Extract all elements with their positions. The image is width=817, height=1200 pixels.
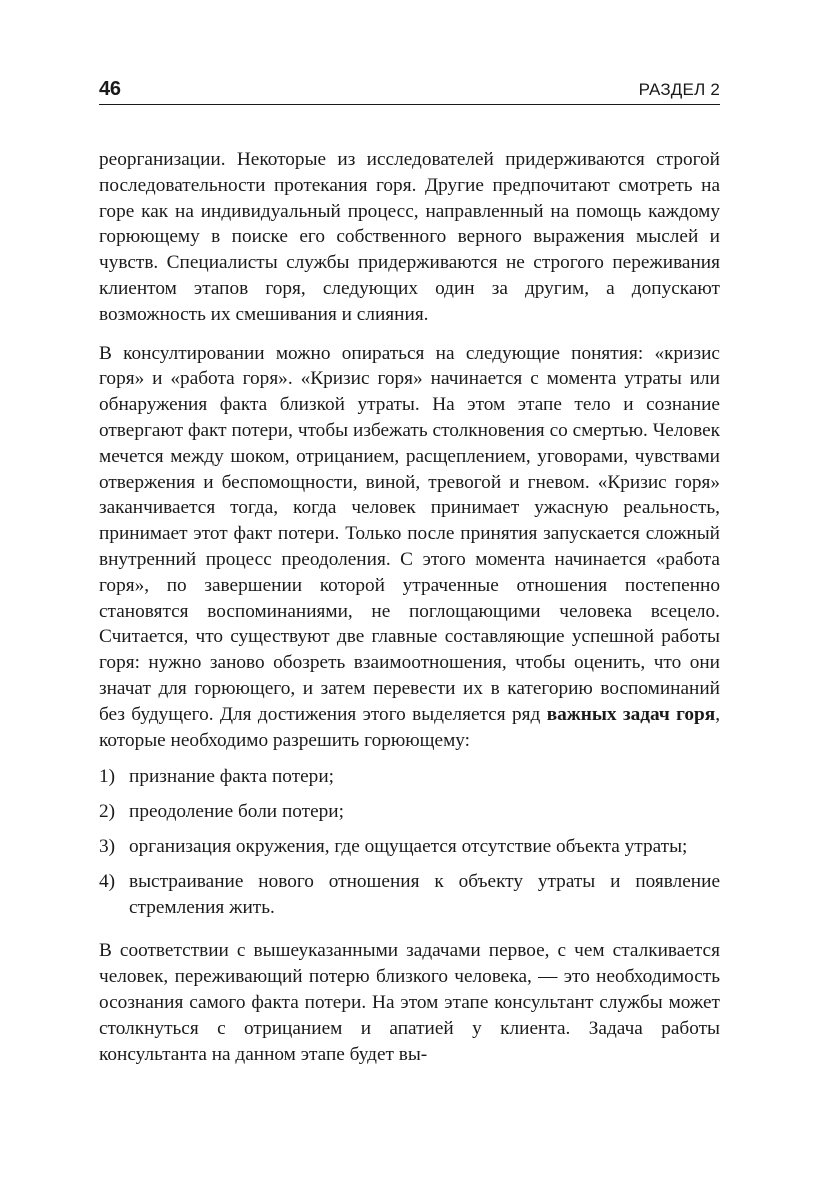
list-item-text: преодоление боли потери; [129,801,344,823]
list-item-text: признание факта потери; [129,766,334,788]
list-item [99,764,720,790]
paragraph-grief-crisis-end: , которые необходимо разрешить горюющему: [99,703,721,751]
list-item [99,799,720,825]
paragraph-grief-crisis-text: В консултировании можно опираться на следующие понятия: «кризис горя» и «работа горя». «Кризис горя» начинается с момента утраты или обнаружения факта близкой утраты. На этом этапе тело и сознание отвергают факт потери, чтобы избежать столкновения со смертью. Человек мечется между шоком, отрицанием, расщеплением, уговорами, чувствами отвержения и беспомощности, виной, тревогой и гневом. «Кризис горя» заканчивается тогда, когда человек принимает ужасную реальность, принимает этот факт потери. Только после принятия запускается сложный внутренний процесс преодоления. С этого момента начинается «работа горя», по завершении которой утраченные отношения постепенно становятся воспоминаниями, не поглощающими человека всецело. Считается, что существуют две главные составляющие успешной работы горя: нужно заново обозреть взаимоотношения, чтобы оценить, что они значат для горюющего, и затем перевести их в категорию воспоминаний без будущего. Для достижения этого выделяется ряд [99,342,720,725]
header-divider [99,104,720,105]
list-item-number: 2) [99,801,116,823]
page-number: 46 [99,78,121,100]
list-item-text: организация окружения, где ощущается отсутствие объекта утраты; [129,835,688,857]
list-item-number: 1) [99,766,116,788]
list-item [99,869,720,921]
page-body [99,147,720,1067]
list-item-number: 4) [99,870,116,892]
paragraph-grief-crisis [99,341,720,754]
paragraph-awareness: В соответствии с вышеуказанными задачами первое, с чем сталкивается человек, переживающий потерю близкого человека, — это необходимость осознания самого факта потери. На этом этапе консультант службы может столкнуться с отрицанием и апатией у клиента. Задача работы консультанта на данном этапе будет вы- [99,940,720,1065]
grief-tasks-list [99,764,720,920]
section-title: РАЗДЕЛ 2 [638,80,720,99]
running-header [99,78,720,102]
paragraph-reorganization: реорганизации. Некоторые из исследователей придерживаются строгой последовательности протекания горя. Другие предпочитают смотреть на горе как на индивидуальный процесс, направленный на помощь каждому горюющему в поиске его собственного верного выражения мыслей и чувств. Специалисты службы придерживаются не строгого переживания клиентом этапов горя, следующих один за другим, а допускают возможность их смешивания и слияния. [99,149,720,325]
list-item-number: 3) [99,835,116,857]
list-item [99,834,720,860]
important-tasks-term: важных задач горя [546,703,716,725]
list-item-text: выстраивание нового отношения к объекту утраты и появление стремления жить. [129,870,720,918]
